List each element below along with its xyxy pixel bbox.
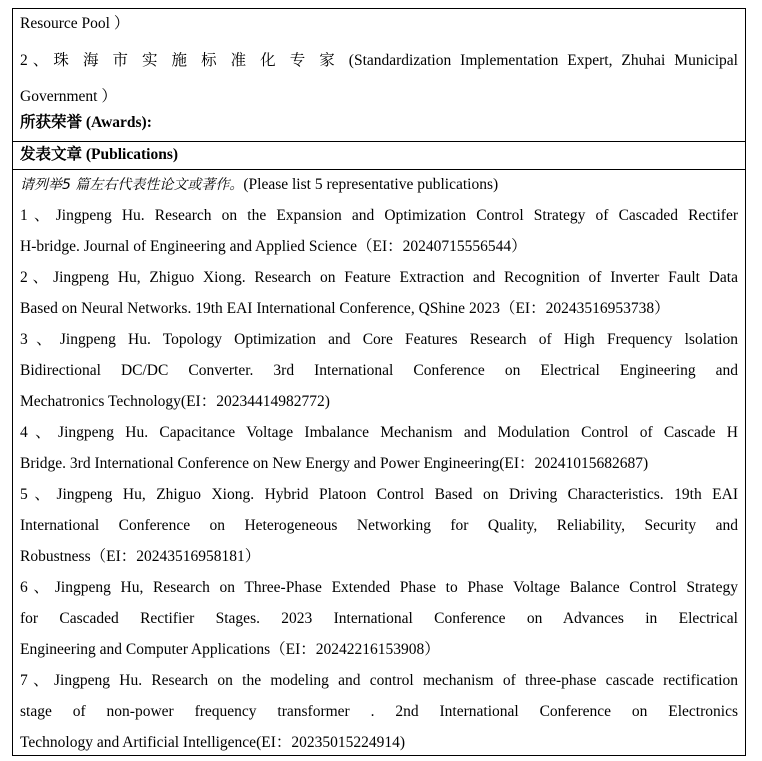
publication-line: Robustness（EI：20243516958181）: [20, 548, 261, 565]
publication-line: Bidirectional DC/DC Converter. 3rd International Conference on Electrical Engineering and: [20, 362, 738, 379]
publication-line: 2、Jingpeng Hu, Zhiguo Xiong. Research on Feature Extraction and Recognition of Inverter Fault Data: [20, 269, 738, 286]
publication-line: Bridge. 3rd International Conference on New Energy and Power Engineering(EI：20241015682687): [20, 455, 649, 472]
publication-line: Engineering and Computer Applications（EI：20242216153908）: [20, 641, 440, 658]
document-table: [12, 8, 746, 756]
publication-line: 1、Jingpeng Hu. Research on the Expansion and Optimization Control Strategy of Cascaded Rectifer: [20, 207, 738, 224]
publication-line: for Cascaded Rectifier Stages. 2023 International Conference on Advances in Electrical: [20, 610, 738, 627]
text-line: 2、珠 海 市 实 施 标 准 化 专 家 (Standardization Implementation Expert, Zhuhai Municipal: [20, 52, 738, 69]
publications-list: [13, 169, 745, 755]
publication-line: 5、Jingpeng Hu, Zhiguo Xiong. Hybrid Platoon Control Based on Driving Characteristics. 19th EAI: [20, 486, 738, 503]
publication-line: 6、Jingpeng Hu, Research on Three-Phase Extended Phase to Phase Voltage Balance Control Strategy: [20, 579, 738, 596]
instruction-line: [20, 169, 738, 201]
publication-line: 7、Jingpeng Hu. Research on the modeling and control mechanism of three-phase cascade rectification: [20, 672, 738, 689]
text-line: Government ）: [20, 88, 117, 105]
instruction-cn: 请列举5 篇左右代表性论文或著作。: [20, 177, 244, 193]
publication-line: stage of non-power frequency transformer . 2nd International Conference on Electronics: [20, 703, 738, 720]
publications-heading-row: [13, 141, 745, 169]
publication-line: Based on Neural Networks. 19th EAI International Conference, QShine 2023（EI：20243516953738）: [20, 300, 670, 317]
publications-heading: 发表文章 (Publications): [20, 146, 179, 163]
text-line: Resource Pool ）: [20, 15, 130, 32]
experience-cell: [13, 9, 745, 111]
publication-line: Technology and Artificial Intelligence(EI：20235015224914): [20, 734, 406, 751]
awards-heading: 所获荣誉 (Awards):: [20, 114, 152, 131]
instruction-en: (Please list 5 representative publications): [243, 176, 499, 193]
publication-line: 3、Jingpeng Hu. Topology Optimization and Core Features Research of High Frequency lsolation: [20, 331, 738, 348]
publication-line: Mechatronics Technology(EI：20234414982772): [20, 393, 330, 410]
awards-row: [13, 111, 745, 141]
publication-line: H-bridge. Journal of Engineering and Applied Science（EI：20240715556544）: [20, 238, 527, 255]
publication-line: International Conference on Heterogeneous Networking for Quality, Reliability, Security and: [20, 517, 738, 534]
publication-line: 4、Jingpeng Hu. Capacitance Voltage Imbalance Mechanism and Modulation Control of Cascade H: [20, 424, 738, 441]
